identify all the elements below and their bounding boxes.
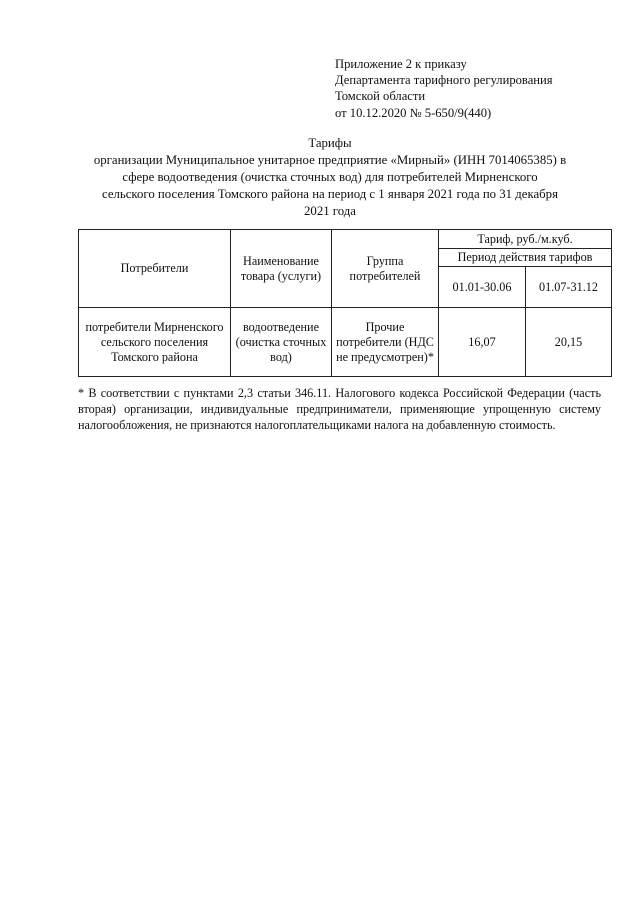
table-row xyxy=(79,308,612,377)
tariff-table xyxy=(78,229,612,377)
appendix-line: Приложение 2 к приказу xyxy=(335,57,467,71)
header-consumers: Потребители xyxy=(79,230,231,308)
table-header-row xyxy=(79,230,612,249)
cell-group: Прочие потребители (НДС не предусмотрен)* xyxy=(332,308,439,377)
title-line-5: 2021 года xyxy=(304,204,356,218)
header-period: Период действия тарифов xyxy=(439,249,612,267)
title-line-3: сфере водоотведения (очистка сточных вод) для потребителей Мирненского xyxy=(122,170,538,184)
vat-footnote: * В соответствии с пунктами 2,3 статьи 346.11. Налогового кодекса Российской Федерации (часть вторая) организации, индивидуальные предприниматели, применяющие упрощенную систему налогообложения, не признаются налогоплательщиками налога на добавленную стоимость. xyxy=(78,386,601,432)
header-product: Наименование товара (услуги) xyxy=(231,230,332,308)
header-group: Группа потребителей xyxy=(332,230,439,308)
department-line: Департамента тарифного регулирования xyxy=(335,73,553,88)
header-period-2: 01.07-31.12 xyxy=(526,267,612,308)
document-title: Тарифы xyxy=(308,136,352,150)
cell-tariff-period-1: 16,07 xyxy=(439,308,526,377)
order-date-line: от 10.12.2020 № 5-650/9(440) xyxy=(335,105,492,120)
region-line: Томской области xyxy=(335,89,426,104)
header-period-1: 01.01-30.06 xyxy=(439,267,526,308)
title-line-4: сельского поселения Томского района на период с 1 января 2021 года по 31 декабря xyxy=(102,187,558,201)
document-title-block xyxy=(60,135,600,220)
cell-consumers: потребители Мирненского сельского поселения Томского района xyxy=(79,308,231,377)
title-line-2: организации Муниципальное унитарное предприятие «Мирный» (ИНН 7014065385) в xyxy=(93,153,567,167)
header-tariff: Тариф, руб./м.куб. xyxy=(439,230,612,249)
cell-product: водоотведение (очистка сточных вод) xyxy=(231,308,332,377)
cell-tariff-period-2: 20,15 xyxy=(526,308,612,377)
order-reference-block xyxy=(335,56,553,121)
